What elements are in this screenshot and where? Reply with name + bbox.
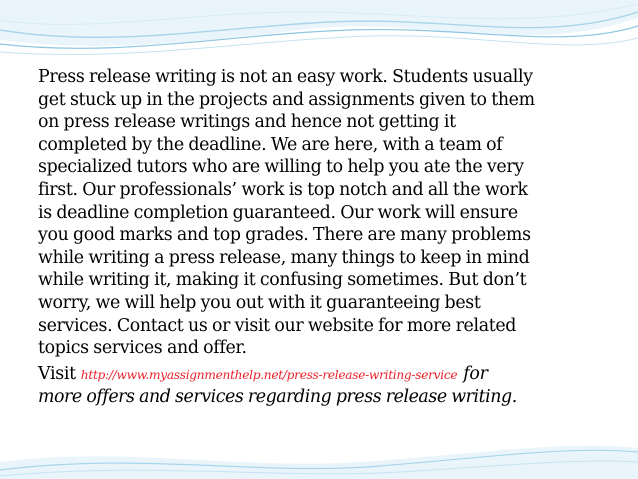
body-line: first. Our professionals’ work is top notch and all the work (38, 179, 528, 200)
body-line: Press release writing is not an easy work. Students usually (38, 67, 533, 87)
visit-label: Visit (38, 363, 76, 384)
visit-line (38, 362, 598, 386)
body-line: while writing a press release, many things to keep in mind (38, 247, 530, 268)
website-link[interactable]: http://www.myassignmenthelp.net/press-release-writing-service (80, 367, 458, 382)
body-line: you good marks and top grades. There are many problems (38, 225, 531, 246)
body-line: get stuck up in the projects and assignments given to them (38, 89, 535, 110)
body-line: topics services and offer. (38, 338, 247, 359)
body-paragraph (38, 66, 598, 360)
body-line: worry, we will help you out with it guaranteeing best (38, 292, 481, 313)
visit-continuation: more offers and services regarding press release writing. (38, 386, 517, 407)
slide-text-content (38, 66, 598, 408)
body-line: services. Contact us or visit our website for more related (38, 315, 517, 336)
body-line: while writing it, making it confusing sometimes. But don’t (38, 270, 527, 291)
body-line: completed by the deadline. We are here, with a team of (38, 134, 503, 155)
body-line: is deadline completion guaranteed. Our work will ensure (38, 202, 518, 223)
visit-for-text: for (463, 363, 488, 384)
body-line: on press release writings and hence not getting it (38, 112, 456, 133)
body-line: specialized tutors who are willing to help you ate the very (38, 157, 524, 178)
